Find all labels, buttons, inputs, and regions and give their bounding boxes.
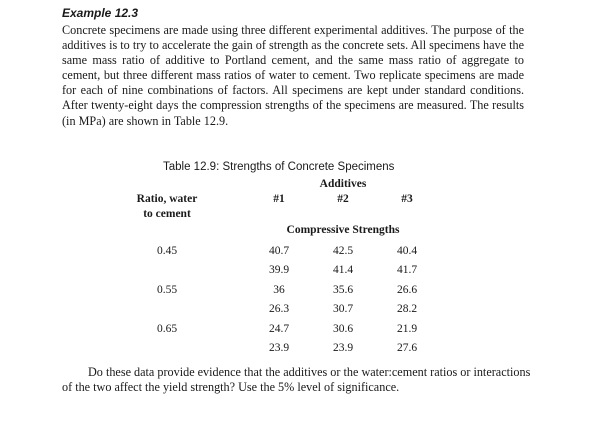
ratio-label: 0.45 (156, 245, 178, 257)
table-cell: 24.7 (268, 323, 290, 335)
question-text: Do these data provide evidence that the additives or the water:cement ratios or interactions of the two affect the yield strength? Use the 5% level of significance. (62, 365, 531, 394)
compressive-strengths-subheader: Compressive Strengths (286, 224, 400, 236)
additives-header: Additives (319, 178, 367, 190)
table-cell: 39.9 (268, 264, 290, 276)
table-cell: 30.7 (332, 303, 354, 315)
table-cell: 26.3 (268, 303, 290, 315)
example-title: Example 12.3 (62, 6, 139, 20)
table-cell: 40.7 (268, 245, 290, 257)
table-cell: 23.9 (268, 342, 290, 354)
table-cell: 28.2 (396, 303, 418, 315)
table-cell: 42.5 (332, 245, 354, 257)
example-paragraph: Concrete specimens are made using three different experimental additives. The purpose of the additives is to try to accelerate the gain of strength as the concrete sets. All specimens have the same mass ratio of additive to Portland cement, and the same mass ratio of aggregate to cement, but three different mass ratios of water to cement. Two replicate specimens are made for each of nine combinations of factors. All specimens are kept under standard conditions. After twenty-eight days the compression strengths of the specimens are measured. The results (in MPa) are shown in Table 12.9. (62, 23, 524, 128)
table-cell: 21.9 (396, 323, 418, 335)
table-cell: 41.4 (332, 264, 354, 276)
table-cell: 41.7 (396, 264, 418, 276)
column-header-1: #1 (273, 193, 285, 205)
table-cell: 40.4 (396, 245, 418, 257)
table-caption: Table 12.9: Strengths of Concrete Specimens (163, 161, 395, 173)
column-header-3: #3 (401, 193, 413, 205)
table-cell: 27.6 (396, 342, 418, 354)
table-cell: 30.6 (332, 323, 354, 335)
table-cell: 23.9 (332, 342, 354, 354)
table-cell: 36 (273, 284, 285, 296)
table-cell: 35.6 (332, 284, 354, 296)
row-header-line1: Ratio, water (136, 193, 198, 205)
ratio-label: 0.65 (156, 323, 178, 335)
column-header-2: #2 (337, 193, 349, 205)
ratio-label: 0.55 (156, 284, 178, 296)
table-cell: 26.6 (396, 284, 418, 296)
row-header-line2: to cement (143, 208, 191, 220)
